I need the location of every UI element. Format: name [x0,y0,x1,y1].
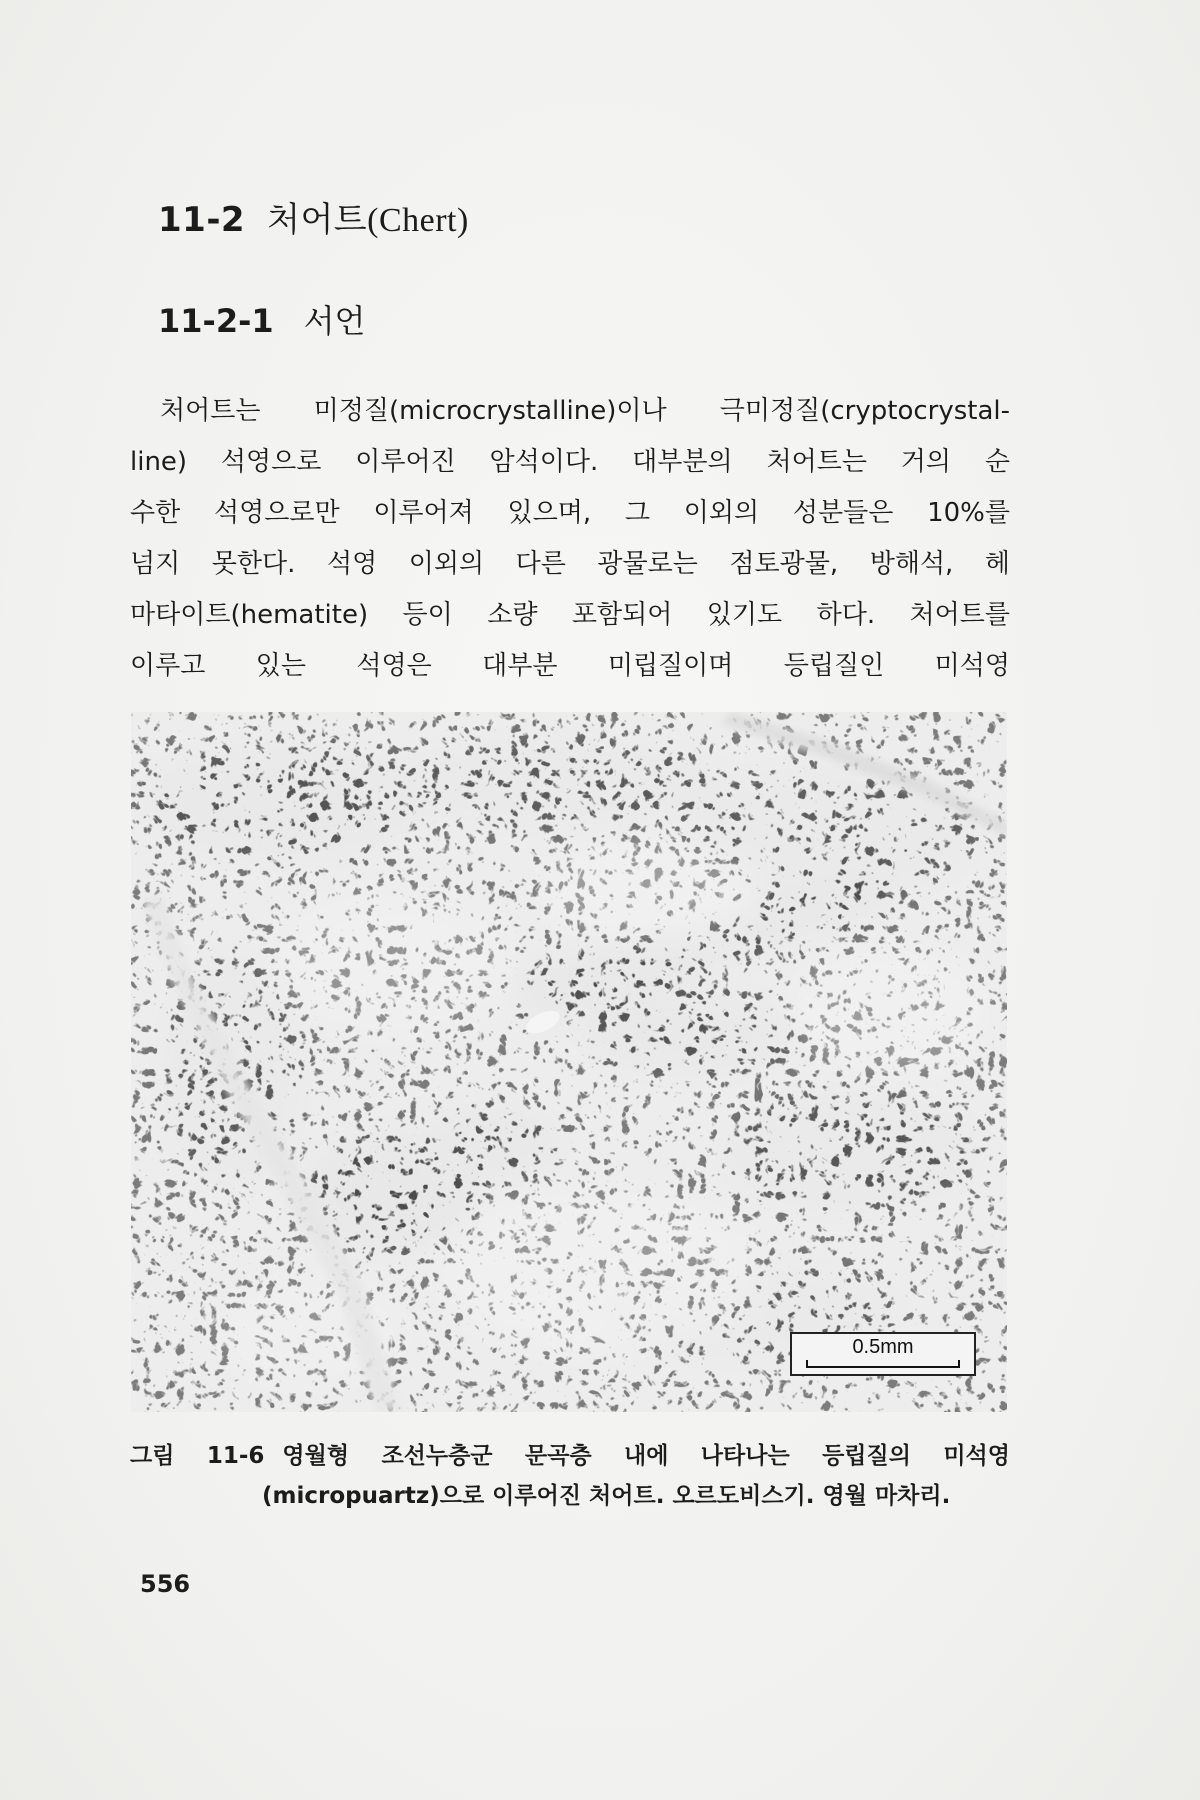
body-line: 이루고 있는 석영은 대부분 미립질이며 등립질인 미석영 [130,651,1010,681]
caption-line-2: (micropuartz)으로 이루어진 처어트. 오르도비스기. 영월 마차리. [262,1483,951,1509]
micrograph-texture [131,712,1007,1412]
body-line: 넘지 못한다. 석영 이외의 다른 광물로는 점토광물, 방해석, 헤 [130,549,1010,579]
body-line: line) 석영으로 이루어진 암석이다. 대부분의 처어트는 거의 순 [130,447,1010,477]
section-title: 처어트(Chert) [267,202,469,239]
section-number: 11-2 [158,200,246,240]
caption-line-1 [130,1436,1010,1476]
section-heading [158,192,469,241]
body-line: 마타이트(hematite) 등이 소량 포함되어 있기도 하다. 처어트를 [130,600,1010,630]
micrograph-image [131,712,1007,1412]
body-paragraph [130,386,1010,692]
figure-label: 그림 11-6 [130,1443,265,1469]
body-line: 처어트는 미정질(microcrystalline)이나 극미정질(cryptocrystal- [160,396,1010,426]
figure-caption [130,1436,1010,1516]
subsection-number: 11-2-1 [158,302,274,340]
caption-text-1: 영월형 조선누층군 문곡층 내에 나타나는 등립질의 미석영 [282,1443,1010,1469]
subsection-heading [158,296,365,342]
subsection-title: 서언 [303,302,366,340]
scale-bar-line [806,1366,960,1368]
scale-bar [790,1332,976,1376]
page-number: 556 [140,1570,191,1598]
body-line: 수한 석영으로만 이루어져 있으며, 그 이외의 성분들은 10%를 [130,498,1010,528]
scale-bar-label: 0.5mm [852,1336,914,1358]
